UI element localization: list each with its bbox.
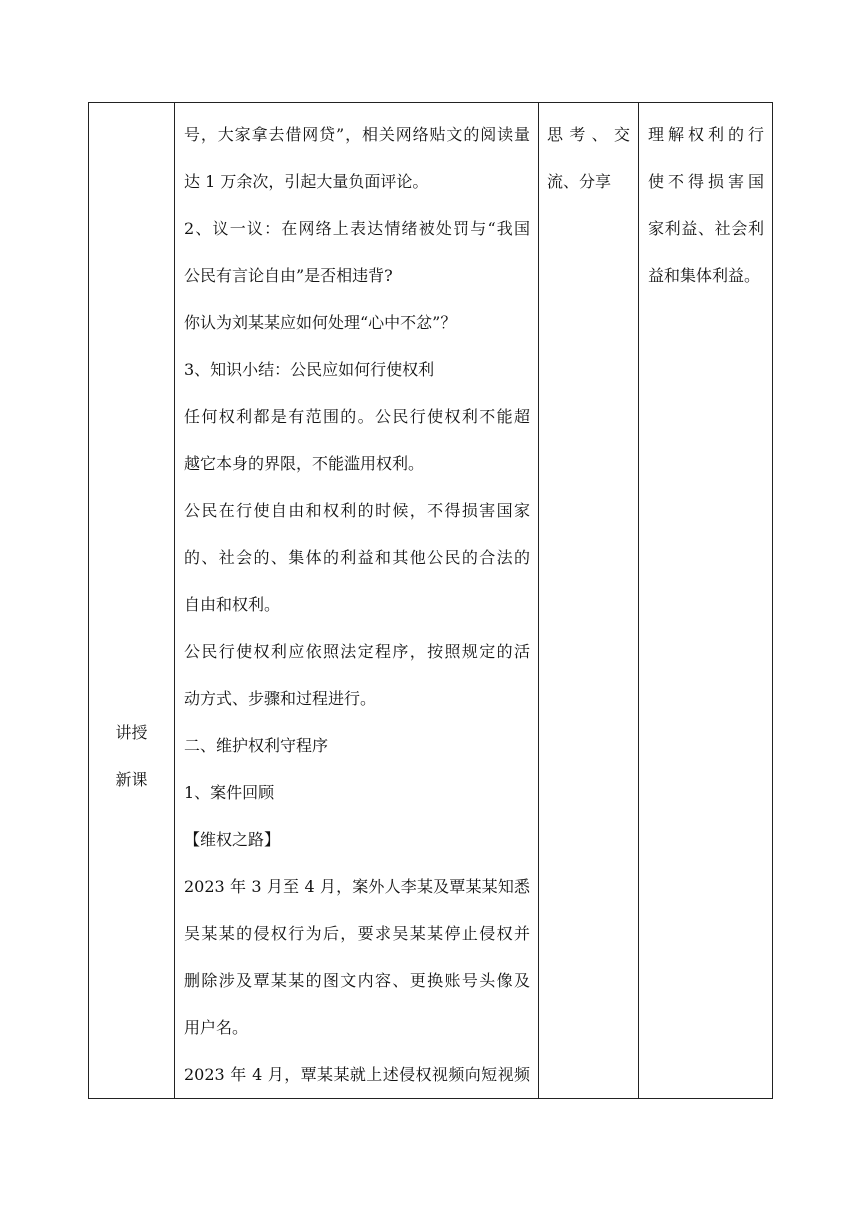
content-line: 自由和权利。	[184, 595, 281, 614]
content-line: 2023 年 3 月至 4 月，案外人李某及覃某某知悉	[184, 877, 530, 896]
section-label	[89, 399, 174, 803]
content-line: 动方式、步骤和过程进行。	[184, 689, 377, 708]
lesson-row	[89, 103, 773, 1099]
content-line: 2、议一议：在网络上表达情绪被处罚与“我国	[184, 219, 530, 238]
content-line: 吴某某的侵权行为后，要求吴某某停止侵权并	[184, 924, 530, 943]
activity-line: 流、分享	[547, 172, 612, 191]
section-label-line: 新课	[115, 769, 148, 789]
intent-line: 使不得损害国	[648, 172, 764, 191]
lesson-plan-table	[88, 102, 773, 1099]
activity-line: 思 考 、 交	[547, 125, 630, 144]
content-line: 【维权之路】	[184, 830, 281, 849]
intent-line: 家利益、社会利	[648, 219, 764, 238]
content-line: 公民有言论自由”是否相违背?	[184, 266, 393, 285]
content-line: 公民在行使自由和权利的时候，不得损害国家	[184, 501, 530, 520]
intent-line: 理解权利的行	[648, 125, 764, 144]
section-cell	[89, 103, 175, 1099]
intent-line: 益和集体利益。	[648, 266, 761, 285]
content-line: 越它本身的界限，不能滥用权利。	[184, 454, 425, 473]
content-line: 号，大家拿去借网贷”，相关网络贴文的阅读量	[184, 125, 530, 144]
content-line: 1、案件回顾	[184, 783, 275, 802]
content-line: 删除涉及覃某某的图文内容、更换账号头像及	[184, 971, 530, 990]
student-activity-cell	[539, 103, 639, 1099]
content-line: 你认为刘某某应如何处理“心中不忿”？	[184, 313, 457, 332]
content-line: 二、维护权利守程序	[184, 736, 329, 755]
section-label-line: 讲授	[115, 722, 148, 742]
content-line: 3、知识小结：公民应如何行使权利	[184, 360, 435, 379]
content-line: 任何权利都是有范围的。公民行使权利不能超	[184, 407, 530, 426]
content-line: 2023 年 4 月，覃某某就上述侵权视频向短视频	[184, 1065, 530, 1084]
content-line: 的、社会的、集体的利益和其他公民的合法的	[184, 548, 530, 567]
content-line: 公民行使权利应依照法定程序，按照规定的活	[184, 642, 530, 661]
content-line: 用户名。	[184, 1018, 249, 1037]
design-intent-cell	[639, 103, 773, 1099]
content-line: 达 1 万余次，引起大量负面评论。	[184, 172, 429, 191]
teaching-content-cell	[175, 103, 539, 1099]
